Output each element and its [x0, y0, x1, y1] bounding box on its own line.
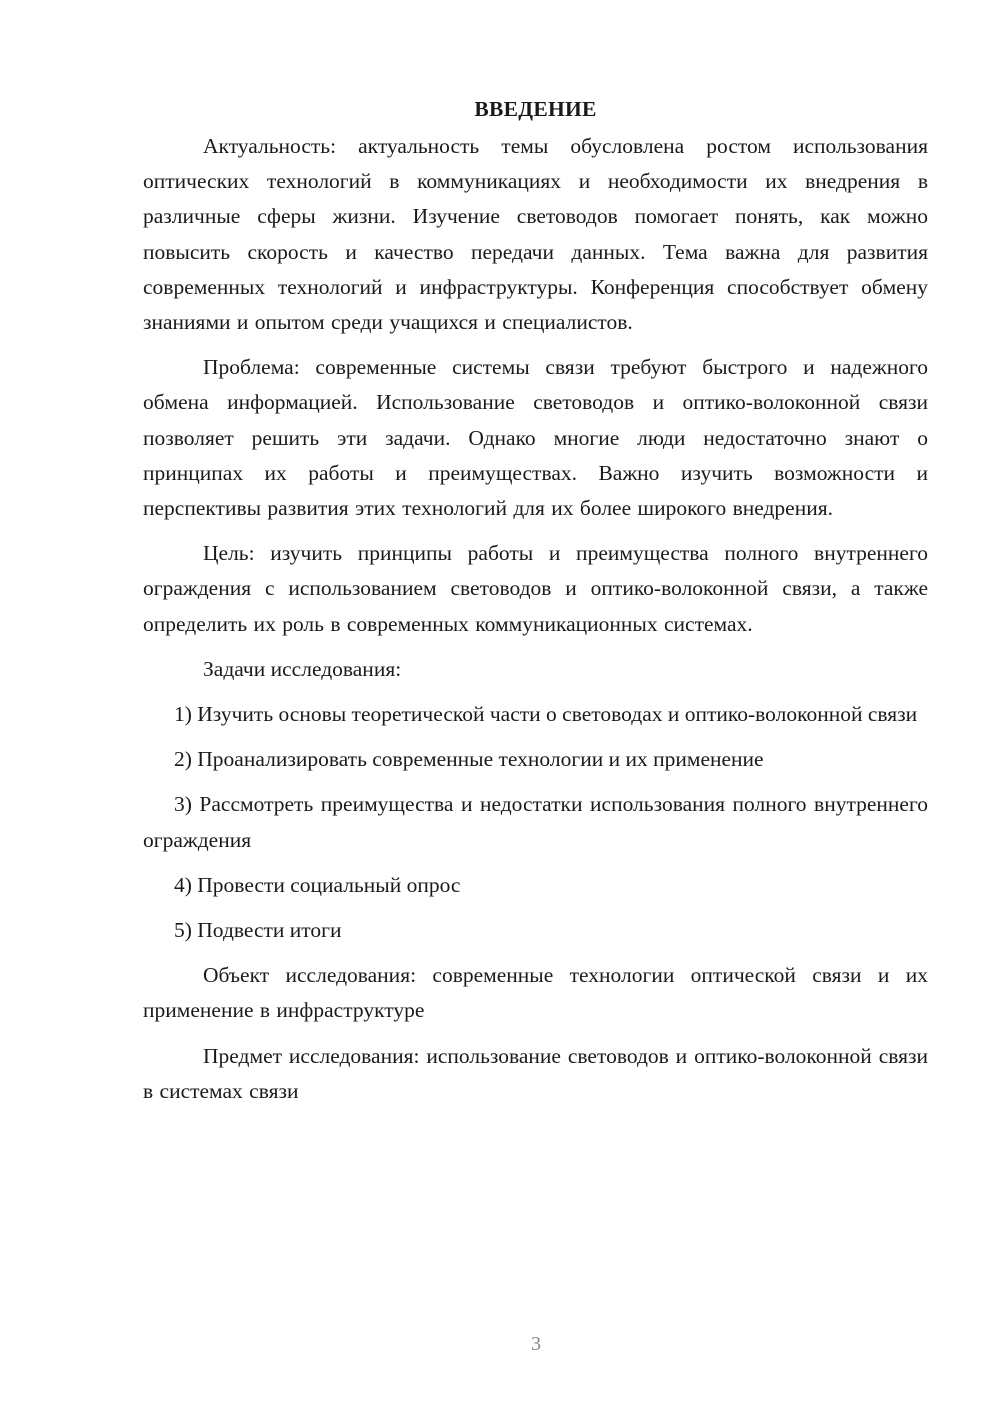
- page-number: 3: [531, 1333, 541, 1355]
- tasks-heading: Задачи исследования:: [203, 656, 402, 681]
- problem-paragraph: Проблема: современные системы связи требуют быстрого и надежного обмена информацией. Использование световодов и оптико-волоконной связи позволяет решить эти задачи. Однако многие люди недостаточно знают о принципах их работы и преимуществах. Важно изучить возможности и перспективы развития этих технологий для их более широкого внедрения.: [143, 355, 928, 521]
- task-item-3: 3) Рассмотреть преимущества и недостатки использования полного внутреннего ограждения: [143, 792, 928, 852]
- subject-paragraph: Предмет исследования: использование световодов и оптико-волоконной связи в системах связи: [143, 1043, 928, 1103]
- task-item-2: 2) Проанализировать современные технологии и их применение: [174, 747, 764, 772]
- task-item-1: 1) Изучить основы теоретической части о световодах и оптико-волоконной связи: [174, 702, 918, 727]
- relevance-paragraph: Актуальность: актуальность темы обусловлена ростом использования оптических технологий в коммуникациях и необходимости их внедрения в различные сферы жизни. Изучение световодов помогает понять, как можно повысить скорость и качество передачи данных. Тема важна для развития современных технологий и инфраструктуры. Конференция способствует обмену знаниями и опытом среди учащихся и специалистов.: [143, 134, 928, 335]
- goal-paragraph: Цель: изучить принципы работы и преимущества полного внутреннего ограждения с использованием световодов и оптико-волоконной связи, а также определить их роль в современных коммуникационных системах.: [143, 541, 928, 636]
- document-page: [143, 92, 928, 1119]
- section-title: ВВЕДЕНИЕ: [474, 97, 597, 121]
- task-item-5: 5) Подвести итоги: [174, 918, 342, 943]
- object-paragraph: Объект исследования: современные технологии оптической связи и их применение в инфраструктуре: [143, 963, 928, 1023]
- task-item-4: 4) Провести социальный опрос: [174, 872, 461, 897]
